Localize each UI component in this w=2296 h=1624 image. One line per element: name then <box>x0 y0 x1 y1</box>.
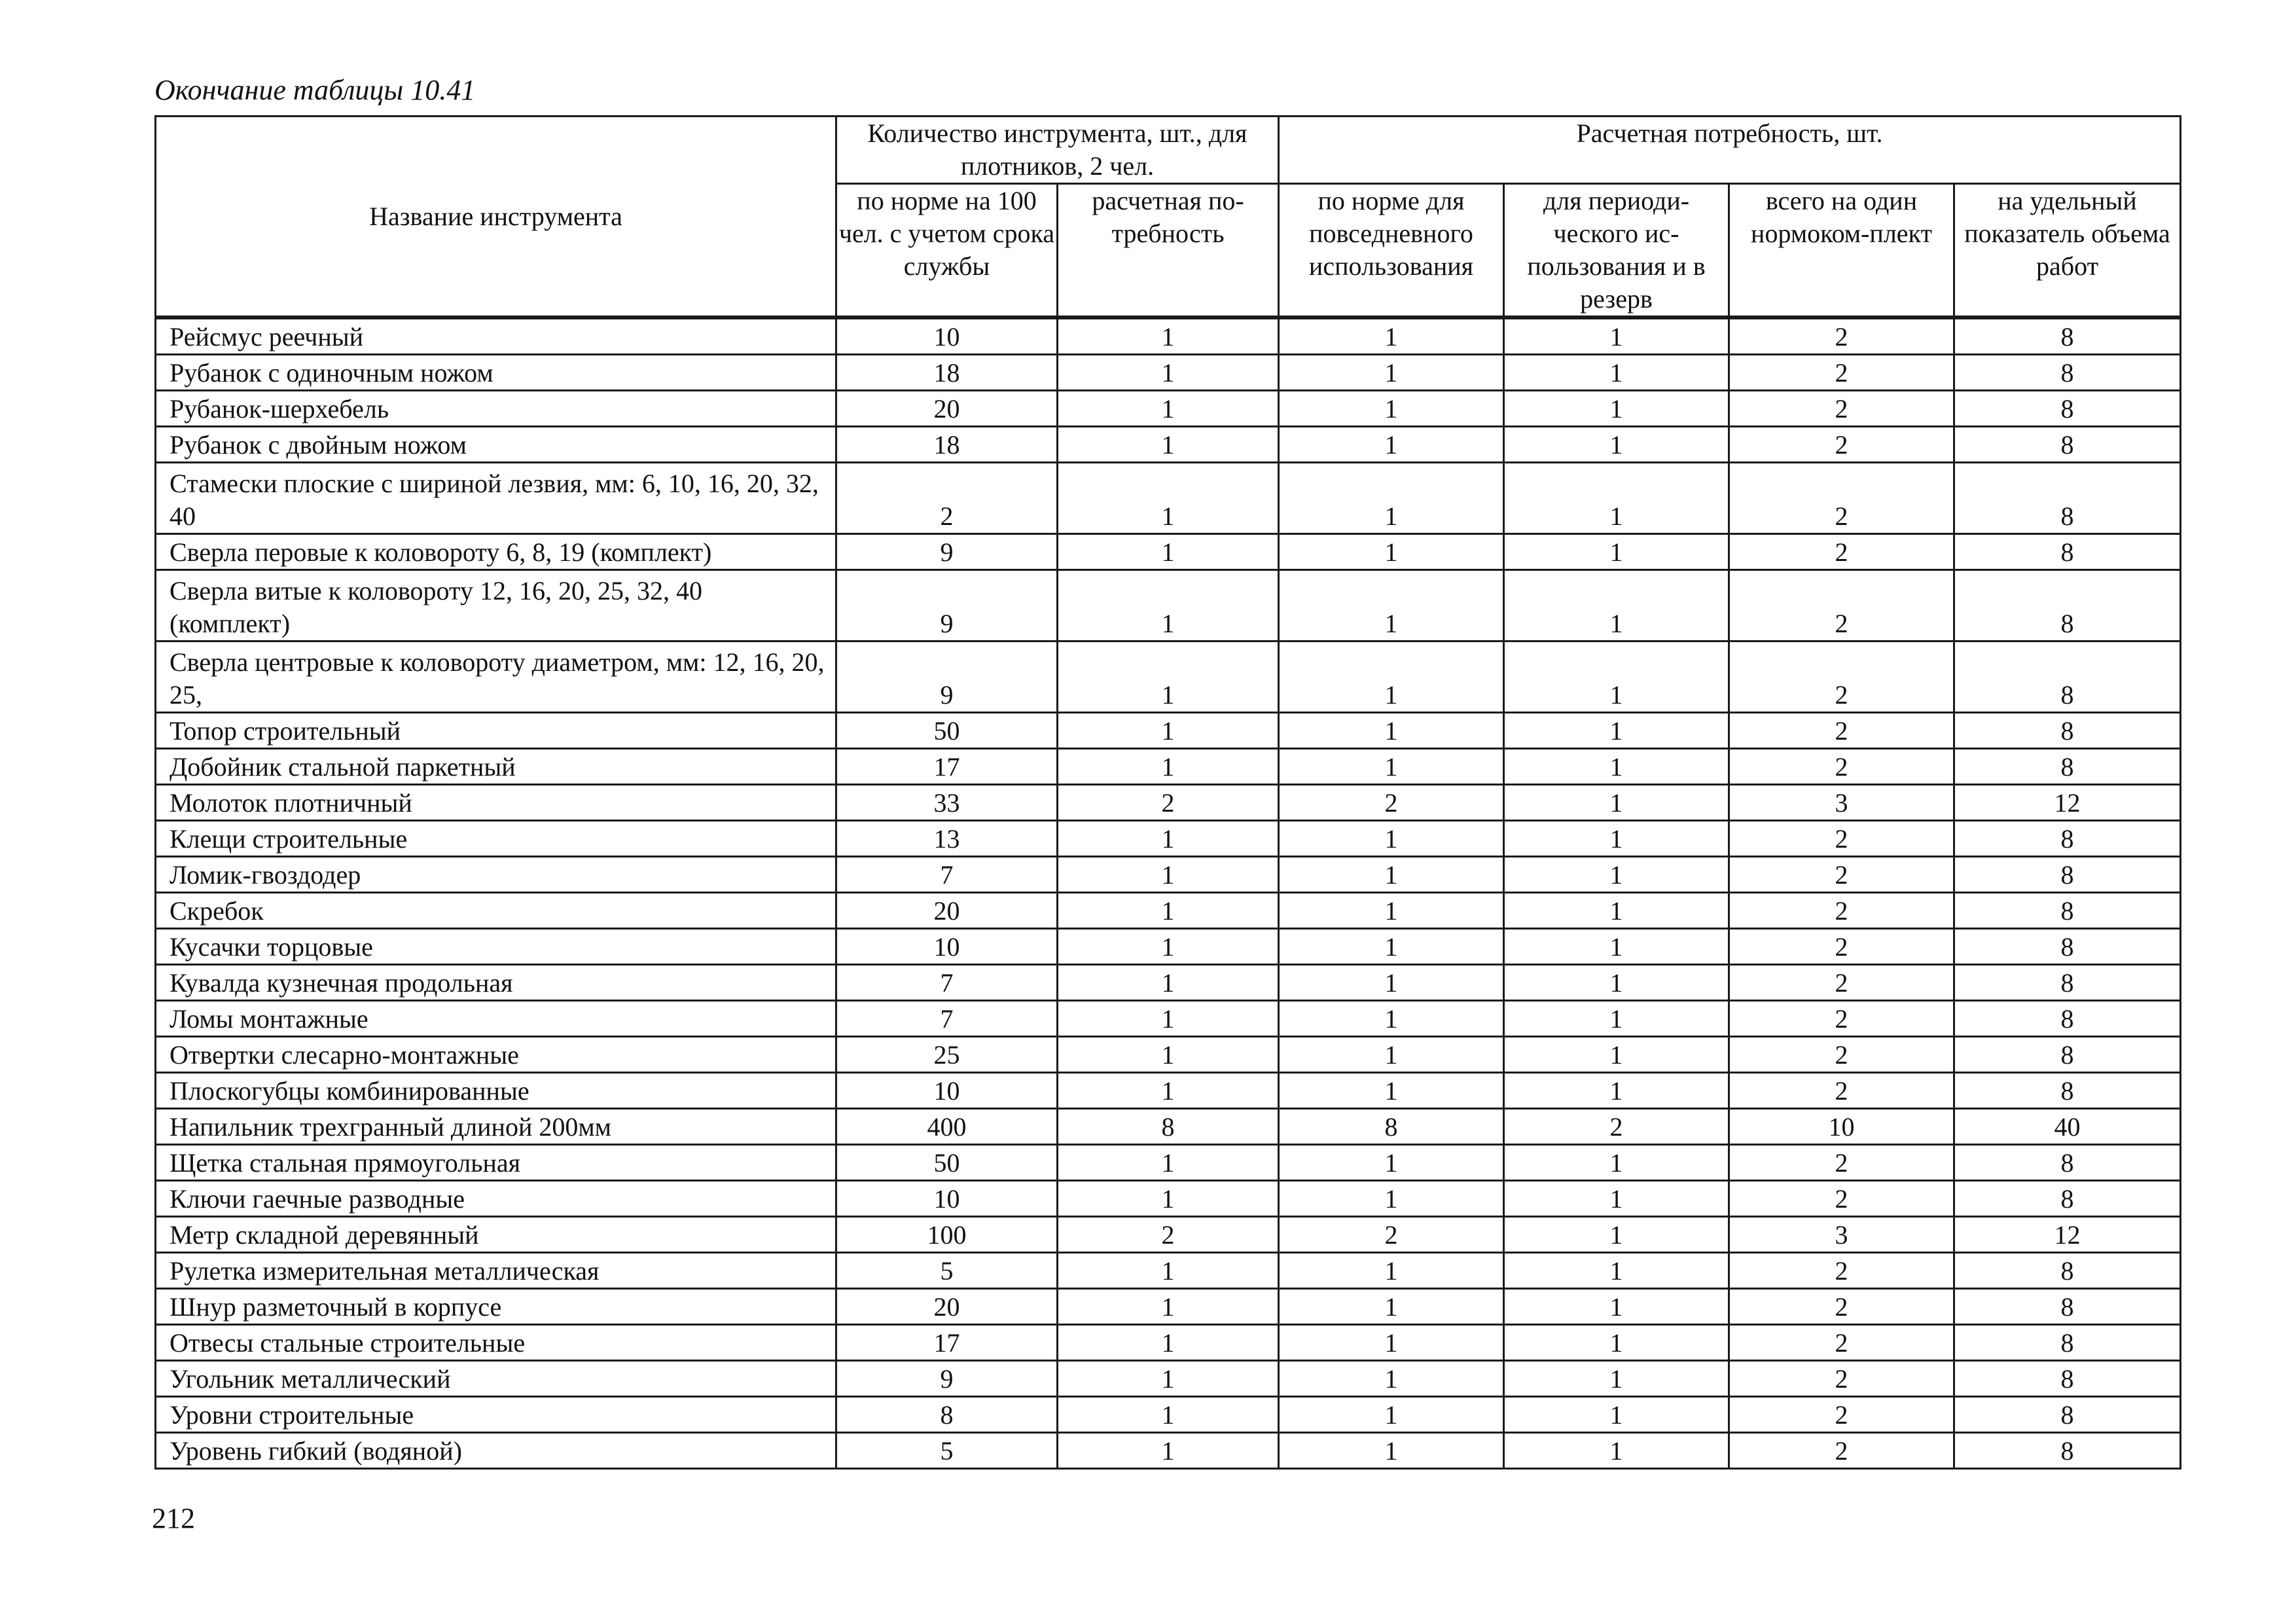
value-cell: 1 <box>1279 965 1504 1001</box>
value-cell: 1 <box>1279 1145 1504 1181</box>
value-cell: 8 <box>1954 1289 2181 1325</box>
value-cell: 10 <box>836 1073 1058 1109</box>
value-cell: 400 <box>836 1109 1058 1145</box>
value-cell: 1 <box>1279 1397 1504 1433</box>
value-cell: 1 <box>1058 1289 1279 1325</box>
tool-name-cell: Сверла центровые к коловороту диаметром, мм: 12, 16, 20, 25, <box>156 641 836 713</box>
value-cell: 8 <box>1954 1073 2181 1109</box>
value-cell: 1 <box>1058 427 1279 463</box>
table-row <box>156 857 2181 893</box>
value-cell: 8 <box>1954 570 2181 641</box>
value-cell: 1 <box>1504 391 1729 427</box>
value-cell: 1 <box>1279 355 1504 391</box>
value-cell: 8 <box>1954 317 2181 355</box>
value-cell: 1 <box>1279 929 1504 965</box>
value-cell: 1 <box>1504 317 1729 355</box>
header-tool-name: Название инструмента <box>156 117 836 318</box>
value-cell: 8 <box>1954 857 2181 893</box>
value-cell: 8 <box>1954 427 2181 463</box>
value-cell: 1 <box>1058 1073 1279 1109</box>
value-cell: 18 <box>836 427 1058 463</box>
value-cell: 1 <box>1279 893 1504 929</box>
value-cell: 1 <box>1279 641 1504 713</box>
value-cell: 10 <box>836 929 1058 965</box>
value-cell: 2 <box>1729 1433 1954 1469</box>
value-cell: 1 <box>1279 463 1504 534</box>
value-cell: 1 <box>1058 1361 1279 1397</box>
value-cell: 1 <box>1279 427 1504 463</box>
value-cell: 1 <box>1058 1001 1279 1037</box>
value-cell: 1 <box>1279 317 1504 355</box>
value-cell: 18 <box>836 355 1058 391</box>
value-cell: 8 <box>1954 965 2181 1001</box>
value-cell: 1 <box>1504 534 1729 570</box>
value-cell: 1 <box>1504 1433 1729 1469</box>
table-row <box>156 965 2181 1001</box>
table-row <box>156 785 2181 821</box>
tool-name-cell: Шнур разметочный в корпусе <box>156 1289 836 1325</box>
header-per-work-volume: на удельный показатель объема работ <box>1954 184 2181 318</box>
value-cell: 1 <box>1058 391 1279 427</box>
value-cell: 1 <box>1504 641 1729 713</box>
value-cell: 1 <box>1504 1181 1729 1217</box>
value-cell: 2 <box>1729 749 1954 785</box>
table-row <box>156 641 2181 713</box>
table-row <box>156 570 2181 641</box>
value-cell: 10 <box>1729 1109 1954 1145</box>
header-calculated-need: Расчетная потребность, шт. <box>1279 117 2181 184</box>
value-cell: 2 <box>1729 821 1954 857</box>
value-cell: 8 <box>1954 929 2181 965</box>
tool-name-cell: Рубанок с двойным ножом <box>156 427 836 463</box>
table-row <box>156 1289 2181 1325</box>
value-cell: 9 <box>836 534 1058 570</box>
value-cell: 1 <box>1279 1181 1504 1217</box>
table-row <box>156 1181 2181 1217</box>
table-row <box>156 929 2181 965</box>
tool-name-cell: Уровни строительные <box>156 1397 836 1433</box>
value-cell: 1 <box>1058 463 1279 534</box>
value-cell: 12 <box>1954 1217 2181 1253</box>
value-cell: 25 <box>836 1037 1058 1073</box>
header-tool-quantity: Количество инструмента, шт., для плотников, 2 чел. <box>836 117 1279 184</box>
value-cell: 1 <box>1504 965 1729 1001</box>
tool-name-cell: Щетка стальная прямоугольная <box>156 1145 836 1181</box>
value-cell: 1 <box>1058 821 1279 857</box>
value-cell: 1 <box>1504 1253 1729 1289</box>
tool-name-cell: Молоток плотничный <box>156 785 836 821</box>
table-row <box>156 1397 2181 1433</box>
value-cell: 2 <box>1504 1109 1729 1145</box>
value-cell: 1 <box>1058 1037 1279 1073</box>
value-cell: 2 <box>1729 463 1954 534</box>
value-cell: 9 <box>836 641 1058 713</box>
table-row <box>156 1037 2181 1073</box>
table-row <box>156 463 2181 534</box>
value-cell: 8 <box>1954 749 2181 785</box>
header-periodic-reserve: для периоди-ческого ис-пользования и в резерв <box>1504 184 1729 318</box>
tool-name-cell: Ломик-гвоздодер <box>156 857 836 893</box>
value-cell: 50 <box>836 1145 1058 1181</box>
value-cell: 1 <box>1504 821 1729 857</box>
tool-name-cell: Рубанок-шерхебель <box>156 391 836 427</box>
tool-name-cell: Кувалда кузнечная продольная <box>156 965 836 1001</box>
value-cell: 17 <box>836 749 1058 785</box>
tool-name-cell: Скребок <box>156 893 836 929</box>
value-cell: 50 <box>836 713 1058 749</box>
value-cell: 9 <box>836 570 1058 641</box>
value-cell: 1 <box>1504 749 1729 785</box>
value-cell: 8 <box>1954 534 2181 570</box>
tool-name-cell: Метр складной деревянный <box>156 1217 836 1253</box>
table-row <box>156 534 2181 570</box>
value-cell: 1 <box>1058 1433 1279 1469</box>
value-cell: 1 <box>1058 641 1279 713</box>
value-cell: 8 <box>1279 1109 1504 1145</box>
header-calculated-requirement: расчетная по-требность <box>1058 184 1279 318</box>
value-cell: 1 <box>1058 965 1279 1001</box>
value-cell: 8 <box>1954 1145 2181 1181</box>
value-cell: 2 <box>1729 1325 1954 1361</box>
value-cell: 2 <box>1729 1361 1954 1397</box>
tools-table <box>154 115 2181 1470</box>
value-cell: 1 <box>1279 1433 1504 1469</box>
value-cell: 8 <box>1954 391 2181 427</box>
value-cell: 20 <box>836 1289 1058 1325</box>
value-cell: 8 <box>1954 893 2181 929</box>
value-cell: 8 <box>1954 355 2181 391</box>
table-row <box>156 391 2181 427</box>
value-cell: 1 <box>1279 1001 1504 1037</box>
value-cell: 8 <box>1954 1037 2181 1073</box>
page-number: 212 <box>152 1502 195 1534</box>
value-cell: 2 <box>1729 317 1954 355</box>
value-cell: 40 <box>1954 1109 2181 1145</box>
value-cell: 2 <box>1729 391 1954 427</box>
table-row <box>156 1217 2181 1253</box>
value-cell: 1 <box>1279 1253 1504 1289</box>
value-cell: 1 <box>1504 929 1729 965</box>
value-cell: 8 <box>1954 1253 2181 1289</box>
value-cell: 2 <box>1279 1217 1504 1253</box>
header-daily-use: по норме для повседневного использования <box>1279 184 1504 318</box>
value-cell: 2 <box>1729 355 1954 391</box>
value-cell: 2 <box>1729 857 1954 893</box>
table-row <box>156 1109 2181 1145</box>
value-cell: 1 <box>1058 1181 1279 1217</box>
value-cell: 2 <box>1729 641 1954 713</box>
value-cell: 1 <box>1279 570 1504 641</box>
value-cell: 1 <box>1279 1037 1504 1073</box>
tool-name-cell: Плоскогубцы комбинированные <box>156 1073 836 1109</box>
table-row <box>156 427 2181 463</box>
table-row <box>156 893 2181 929</box>
value-cell: 3 <box>1729 1217 1954 1253</box>
value-cell: 8 <box>1954 1325 2181 1361</box>
value-cell: 1 <box>1279 534 1504 570</box>
value-cell: 1 <box>1058 857 1279 893</box>
table-row <box>156 1073 2181 1109</box>
table-row <box>156 1145 2181 1181</box>
value-cell: 8 <box>1954 463 2181 534</box>
value-cell: 1 <box>1058 570 1279 641</box>
tool-name-cell: Отвертки слесарно-монтажные <box>156 1037 836 1073</box>
table-row <box>156 821 2181 857</box>
value-cell: 2 <box>1729 1289 1954 1325</box>
value-cell: 1 <box>1279 713 1504 749</box>
value-cell: 2 <box>1729 1073 1954 1109</box>
value-cell: 1 <box>1504 1001 1729 1037</box>
value-cell: 1 <box>1504 1145 1729 1181</box>
value-cell: 2 <box>1729 534 1954 570</box>
tool-name-cell: Сверла перовые к коловороту 6, 8, 19 (комплект) <box>156 534 836 570</box>
value-cell: 20 <box>836 391 1058 427</box>
value-cell: 1 <box>1058 317 1279 355</box>
value-cell: 2 <box>1729 1145 1954 1181</box>
value-cell: 1 <box>1504 893 1729 929</box>
tool-name-cell: Отвесы стальные строительные <box>156 1325 836 1361</box>
value-cell: 1 <box>1504 1289 1729 1325</box>
value-cell: 2 <box>1729 929 1954 965</box>
value-cell: 1 <box>1279 857 1504 893</box>
value-cell: 1 <box>1504 355 1729 391</box>
tool-name-cell: Ключи гаечные разводные <box>156 1181 836 1217</box>
value-cell: 8 <box>836 1397 1058 1433</box>
value-cell: 8 <box>1954 713 2181 749</box>
tool-name-cell: Кусачки торцовые <box>156 929 836 965</box>
value-cell: 1 <box>1504 1217 1729 1253</box>
value-cell: 1 <box>1504 463 1729 534</box>
value-cell: 8 <box>1954 1433 2181 1469</box>
value-cell: 1 <box>1504 713 1729 749</box>
value-cell: 2 <box>1729 1397 1954 1433</box>
value-cell: 2 <box>1729 427 1954 463</box>
tool-name-cell: Рубанок с одиночным ножом <box>156 355 836 391</box>
value-cell: 1 <box>1504 1397 1729 1433</box>
table-row <box>156 1361 2181 1397</box>
value-cell: 1 <box>1058 1325 1279 1361</box>
tool-name-cell: Стамески плоские с шириной лезвия, мм: 6, 10, 16, 20, 32, 40 <box>156 463 836 534</box>
value-cell: 2 <box>1729 570 1954 641</box>
value-cell: 2 <box>1729 713 1954 749</box>
value-cell: 1 <box>1058 893 1279 929</box>
value-cell: 7 <box>836 857 1058 893</box>
value-cell: 2 <box>836 463 1058 534</box>
tool-name-cell: Уровень гибкий (водяной) <box>156 1433 836 1469</box>
value-cell: 8 <box>1954 641 2181 713</box>
value-cell: 10 <box>836 317 1058 355</box>
value-cell: 1 <box>1058 1253 1279 1289</box>
tool-name-cell: Добойник стальной паркетный <box>156 749 836 785</box>
value-cell: 2 <box>1279 785 1504 821</box>
value-cell: 2 <box>1729 965 1954 1001</box>
table-row <box>156 1325 2181 1361</box>
table-row <box>156 355 2181 391</box>
value-cell: 1 <box>1504 785 1729 821</box>
value-cell: 1 <box>1279 1073 1504 1109</box>
value-cell: 12 <box>1954 785 2181 821</box>
value-cell: 1 <box>1279 749 1504 785</box>
value-cell: 7 <box>836 1001 1058 1037</box>
value-cell: 2 <box>1058 785 1279 821</box>
value-cell: 9 <box>836 1361 1058 1397</box>
value-cell: 1 <box>1058 713 1279 749</box>
tool-name-cell: Топор строительный <box>156 713 836 749</box>
table-row <box>156 713 2181 749</box>
value-cell: 1 <box>1279 391 1504 427</box>
value-cell: 100 <box>836 1217 1058 1253</box>
table-header <box>156 117 2181 318</box>
value-cell: 1 <box>1279 821 1504 857</box>
value-cell: 1 <box>1058 534 1279 570</box>
value-cell: 8 <box>1954 1397 2181 1433</box>
value-cell: 8 <box>1954 1361 2181 1397</box>
value-cell: 1 <box>1058 355 1279 391</box>
value-cell: 1 <box>1504 1037 1729 1073</box>
tool-name-cell: Рулетка измерительная металлическая <box>156 1253 836 1289</box>
table-row <box>156 1253 2181 1289</box>
value-cell: 1 <box>1504 570 1729 641</box>
value-cell: 5 <box>836 1433 1058 1469</box>
tool-name-cell: Рейсмус реечный <box>156 317 836 355</box>
value-cell: 1 <box>1504 427 1729 463</box>
value-cell: 2 <box>1729 1253 1954 1289</box>
table-row <box>156 1001 2181 1037</box>
value-cell: 1 <box>1279 1361 1504 1397</box>
table-row <box>156 1433 2181 1469</box>
value-cell: 2 <box>1729 1037 1954 1073</box>
value-cell: 1 <box>1504 1073 1729 1109</box>
value-cell: 17 <box>836 1325 1058 1361</box>
value-cell: 3 <box>1729 785 1954 821</box>
value-cell: 20 <box>836 893 1058 929</box>
value-cell: 8 <box>1954 821 2181 857</box>
table-body <box>156 317 2181 1469</box>
header-norm-per-100: по норме на 100 чел. с учетом срока службы <box>836 184 1058 318</box>
value-cell: 2 <box>1729 1001 1954 1037</box>
value-cell: 2 <box>1729 893 1954 929</box>
table-row <box>156 317 2181 355</box>
value-cell: 1 <box>1058 929 1279 965</box>
value-cell: 10 <box>836 1181 1058 1217</box>
tool-name-cell: Угольник металлический <box>156 1361 836 1397</box>
value-cell: 33 <box>836 785 1058 821</box>
value-cell: 8 <box>1954 1181 2181 1217</box>
tool-name-cell: Ломы монтажные <box>156 1001 836 1037</box>
value-cell: 1 <box>1279 1325 1504 1361</box>
value-cell: 13 <box>836 821 1058 857</box>
value-cell: 1 <box>1058 1145 1279 1181</box>
value-cell: 1 <box>1504 857 1729 893</box>
value-cell: 1 <box>1504 1361 1729 1397</box>
tool-name-cell: Сверла витые к коловороту 12, 16, 20, 25, 32, 40 (комплект) <box>156 570 836 641</box>
value-cell: 2 <box>1058 1217 1279 1253</box>
table-row <box>156 749 2181 785</box>
value-cell: 1 <box>1279 1289 1504 1325</box>
table-caption: Окончание таблицы 10.41 <box>154 74 476 106</box>
value-cell: 1 <box>1058 749 1279 785</box>
value-cell: 7 <box>836 965 1058 1001</box>
value-cell: 8 <box>1058 1109 1279 1145</box>
value-cell: 1 <box>1504 1325 1729 1361</box>
value-cell: 8 <box>1954 1001 2181 1037</box>
value-cell: 1 <box>1058 1397 1279 1433</box>
header-per-kit-total: всего на один нормоком-плект <box>1729 184 1954 318</box>
value-cell: 2 <box>1729 1181 1954 1217</box>
tool-name-cell: Клещи строительные <box>156 821 836 857</box>
value-cell: 5 <box>836 1253 1058 1289</box>
tool-name-cell: Напильник трехгранный длиной 200мм <box>156 1109 836 1145</box>
